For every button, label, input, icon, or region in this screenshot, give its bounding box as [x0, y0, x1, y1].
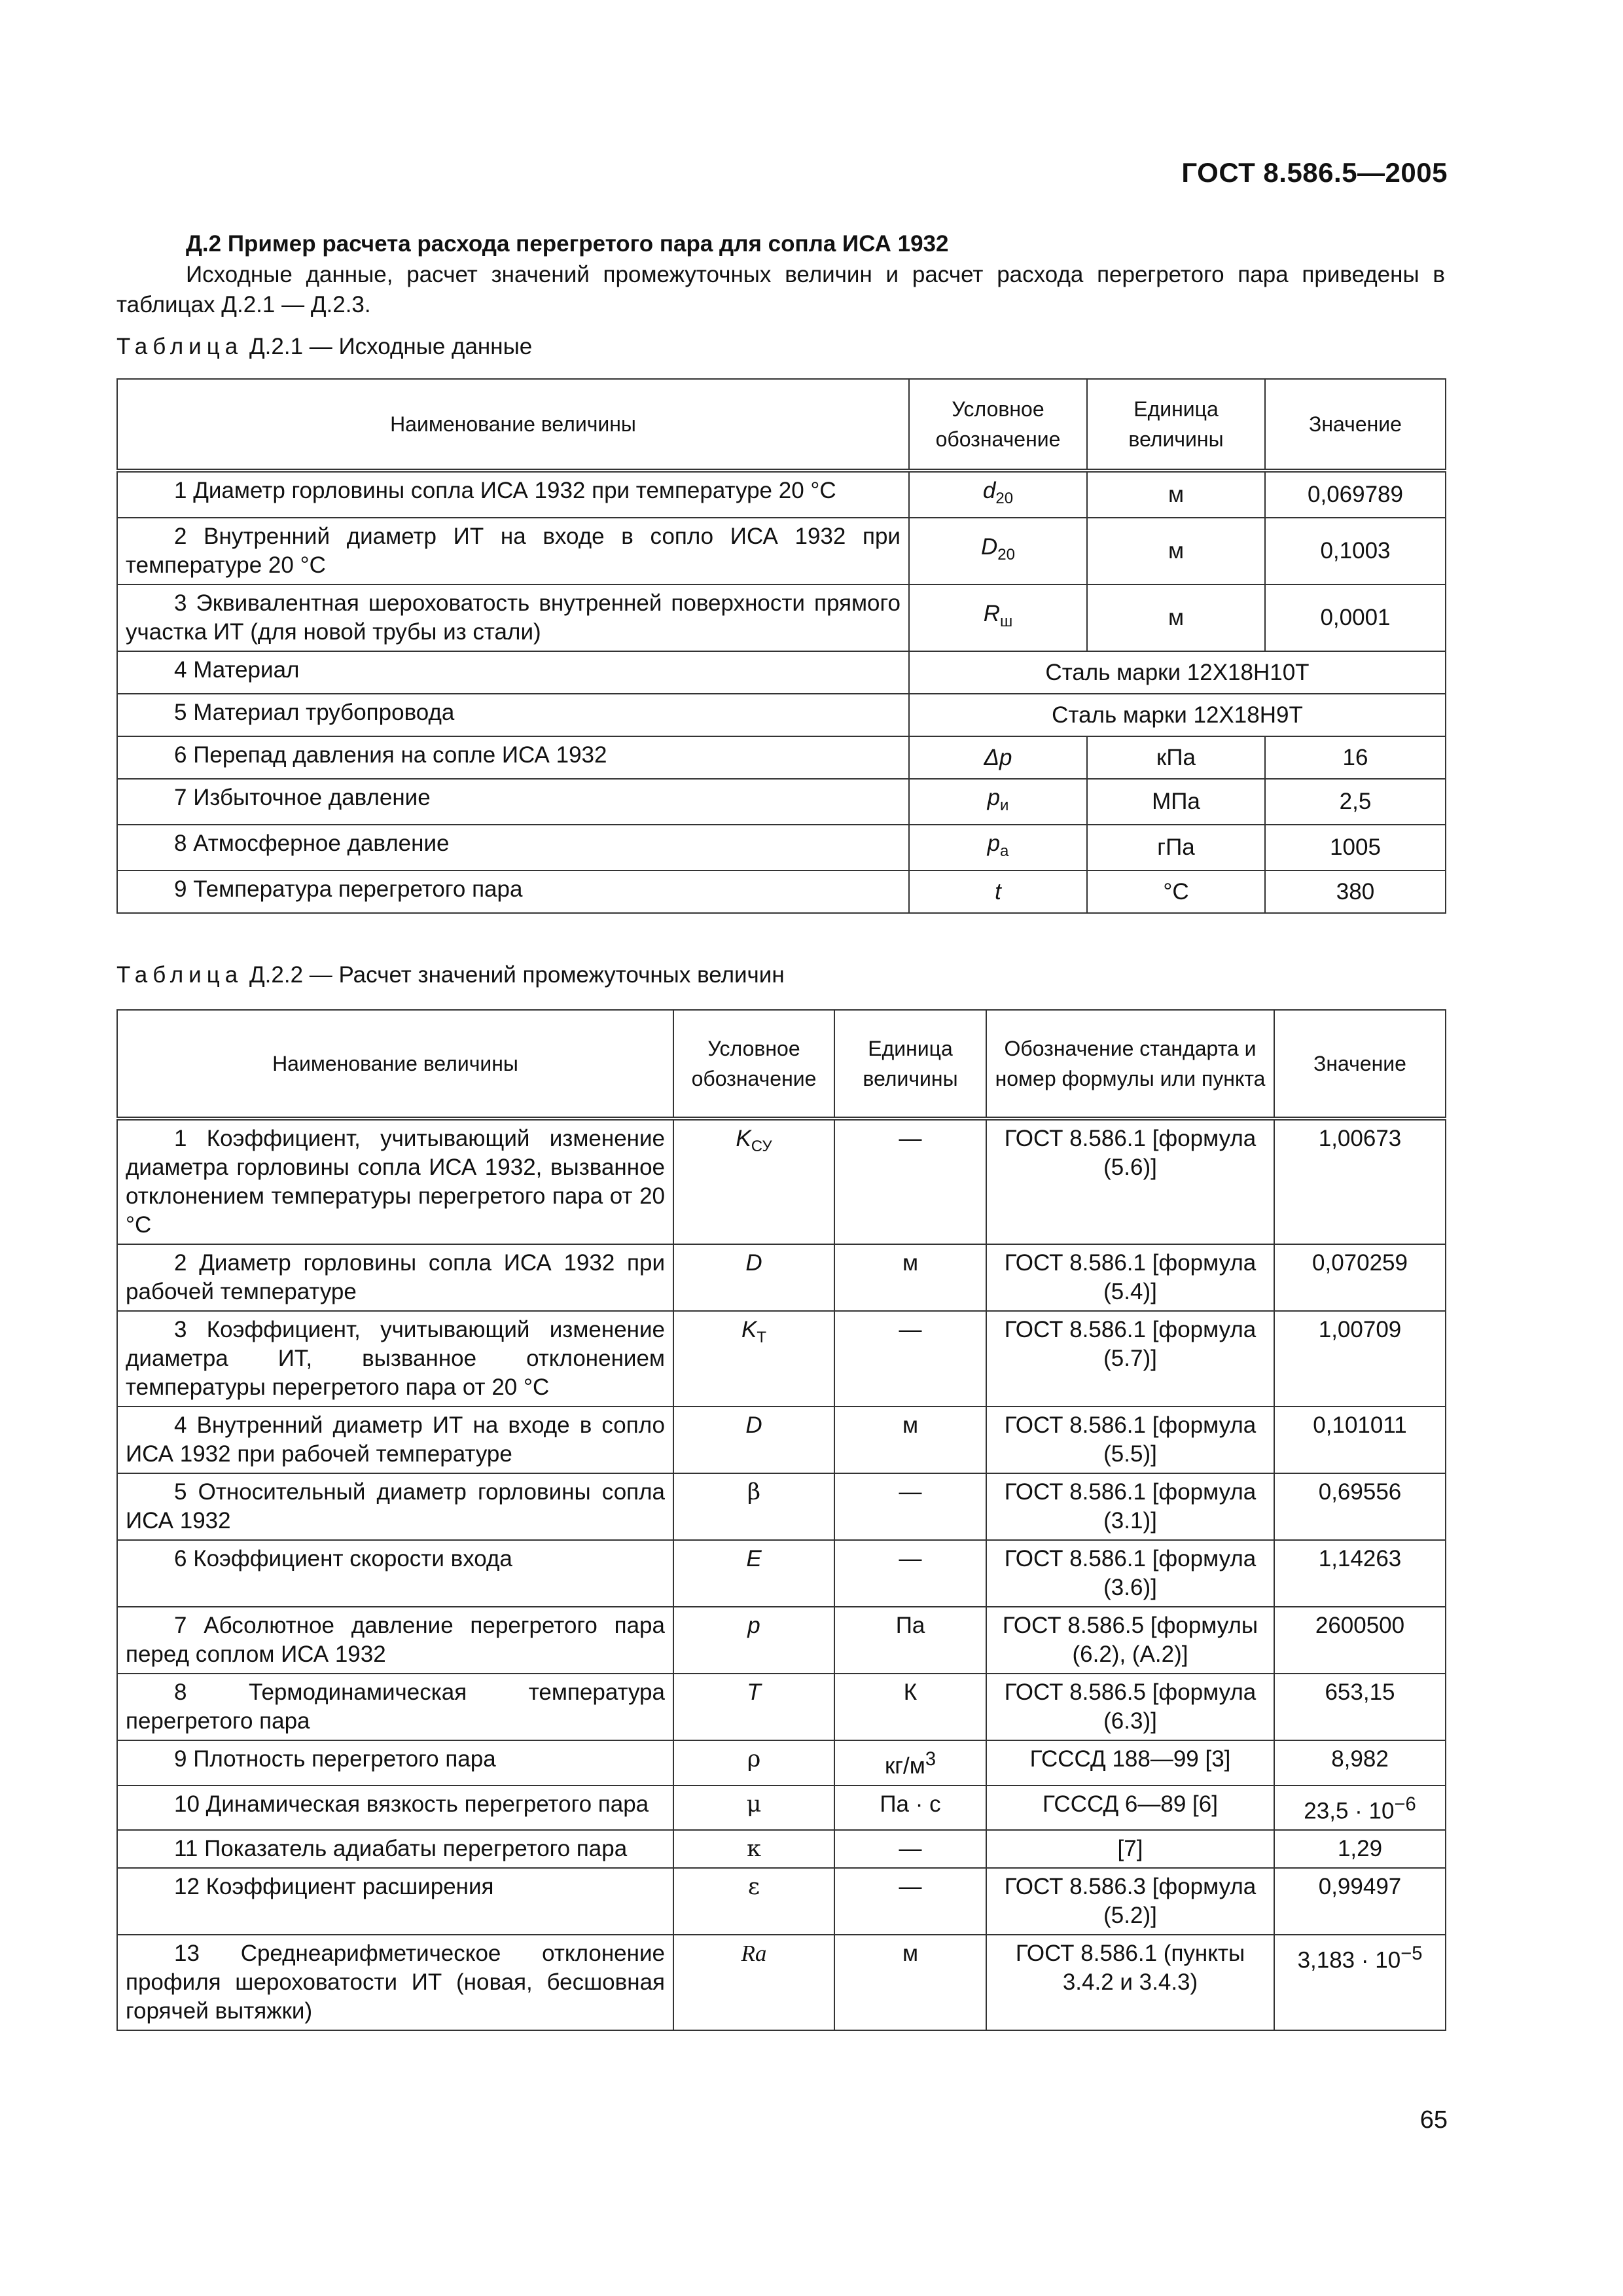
- row-name: [117, 1868, 673, 1935]
- row-name: [117, 1607, 673, 1674]
- row-name: [117, 518, 909, 584]
- unit-text: —: [899, 1874, 922, 1900]
- row-name: [117, 651, 909, 694]
- row-reference: ГОСТ 8.586.5 [формула (6.3)]: [986, 1674, 1274, 1740]
- symbol-letter: β: [747, 1479, 761, 1505]
- row-value: [1274, 1244, 1446, 1311]
- row-symbol: [673, 1607, 834, 1674]
- row-number: 12: [174, 1874, 200, 1900]
- unit-text: Па · с: [880, 1791, 941, 1817]
- row-reference: ГОСТ 8.586.1 [формула (5.7)]: [986, 1311, 1274, 1407]
- table1-row: [117, 870, 1446, 913]
- table1-caption-text: Д.2.1 — Исходные данные: [243, 334, 533, 359]
- unit-text: м: [902, 1250, 919, 1276]
- row-number: 1: [174, 1126, 187, 1151]
- table2-row: [117, 1674, 1446, 1740]
- row-symbol: [673, 1740, 834, 1785]
- table2-row: [117, 1740, 1446, 1785]
- row-name-text: Динамическая вязкость перегретого пара: [205, 1791, 649, 1817]
- row-name: [117, 1473, 673, 1540]
- row-reference: ГОСТ 8.586.1 [формула (5.5)]: [986, 1407, 1274, 1473]
- row-value: [1274, 1868, 1446, 1935]
- row-number: 8: [174, 831, 187, 856]
- row-name-text: Диаметр горловины сопла ИСА 1932 при рабочей температуре: [126, 1250, 665, 1304]
- table2-row: [117, 1935, 1446, 2030]
- row-reference: ГОСТ 8.586.1 (пункты 3.4.2 и 3.4.3): [986, 1935, 1274, 2030]
- symbol-letter: D: [745, 1412, 762, 1438]
- row-symbol: [673, 1674, 834, 1740]
- row-name-text: Диаметр горловины сопла ИСА 1932 при температуре 20 °С: [193, 478, 836, 503]
- row-value: 380: [1265, 870, 1446, 913]
- symbol-letter: p: [747, 1613, 760, 1638]
- table2-caption-label: Таблица: [116, 962, 243, 988]
- row-unit: [834, 1407, 986, 1473]
- symbol-letter: μ: [746, 1791, 762, 1818]
- row-unit: МПа: [1087, 779, 1265, 825]
- symbol-letter: ρ: [747, 1746, 761, 1772]
- row-symbol: [909, 584, 1087, 651]
- table2-row: [117, 1311, 1446, 1407]
- table1-header-name: Наименование величины: [117, 379, 909, 471]
- row-unit: [834, 1740, 986, 1785]
- row-value: [1274, 1785, 1446, 1831]
- symbol-letter: D: [981, 534, 998, 560]
- row-name-text: Плотность перегретого пара: [193, 1746, 496, 1772]
- row-number: 1: [174, 478, 187, 503]
- table2-row: [117, 1607, 1446, 1674]
- row-name-text: Относительный диаметр горловины сопла ИСА 1932: [126, 1479, 665, 1534]
- value-text: 1,29: [1337, 1836, 1383, 1862]
- row-name: [117, 1740, 673, 1785]
- row-symbol: [909, 870, 1087, 913]
- value-text: 0,070259: [1312, 1250, 1408, 1276]
- table1-row: [117, 518, 1446, 584]
- symbol-letter: Ra: [741, 1941, 767, 1967]
- table2-row: [117, 1407, 1446, 1473]
- row-symbol: [673, 1868, 834, 1935]
- unit-text: —: [899, 1317, 922, 1342]
- row-name: [117, 870, 909, 913]
- row-name: [117, 825, 909, 870]
- row-symbol: [673, 1785, 834, 1831]
- table2-header-value: Значение: [1274, 1010, 1446, 1119]
- value-exponent: −6: [1394, 1793, 1416, 1815]
- row-number: 3: [174, 1317, 187, 1342]
- unit-text: —: [899, 1836, 922, 1862]
- row-symbol: [909, 825, 1087, 870]
- row-symbol: [673, 1830, 834, 1868]
- row-value: [1274, 1407, 1446, 1473]
- standard-id: ГОСТ 8.586.5—2005: [1181, 157, 1448, 188]
- row-name-text: Эквивалентная шероховатость внутренней поверхности прямого участка ИТ (для новой трубы из стали): [126, 590, 901, 645]
- table1-header-value: Значение: [1265, 379, 1446, 471]
- value-text: 1,00673: [1318, 1126, 1402, 1151]
- table2-row: [117, 1868, 1446, 1935]
- row-number: 11: [174, 1836, 198, 1862]
- symbol-letter: T: [747, 1679, 761, 1705]
- row-symbol: [673, 1935, 834, 2030]
- row-name: [117, 584, 909, 651]
- unit-text: м: [902, 1412, 919, 1438]
- row-reference: ГОСТ 8.586.1 [формула (3.6)]: [986, 1540, 1274, 1607]
- row-name: [117, 694, 909, 736]
- unit-exponent: 3: [925, 1749, 936, 1770]
- row-symbol: [909, 518, 1087, 584]
- value-text: 2600500: [1315, 1613, 1405, 1638]
- row-value: 16: [1265, 736, 1446, 779]
- table-intermediate-values: [116, 1009, 1446, 2031]
- symbol-subscript: ш: [1000, 613, 1013, 630]
- row-value: 1005: [1265, 825, 1446, 870]
- row-unit: [834, 1119, 986, 1244]
- table2-header-unit: Единица величины: [834, 1010, 986, 1119]
- table1-row: [117, 471, 1446, 518]
- symbol-subscript: и: [1000, 797, 1009, 814]
- row-name: [117, 1540, 673, 1607]
- row-value: 0,069789: [1265, 471, 1446, 518]
- row-number: 10: [174, 1791, 200, 1817]
- value-text: 653,15: [1325, 1679, 1395, 1705]
- row-name-text: Материал трубопровода: [193, 700, 455, 725]
- symbol-letter: p: [987, 831, 1001, 856]
- symbol-letter: κ: [747, 1836, 761, 1863]
- table2-header-symbol: Условное обозначение: [673, 1010, 834, 1119]
- row-unit: [834, 1607, 986, 1674]
- row-reference: ГОСТ 8.586.1 [формула (3.1)]: [986, 1473, 1274, 1540]
- row-reference: ГОСТ 8.586.3 [формула (5.2)]: [986, 1868, 1274, 1935]
- table2-row: [117, 1473, 1446, 1540]
- row-value: [1274, 1674, 1446, 1740]
- row-symbol: [673, 1407, 834, 1473]
- unit-text: —: [899, 1126, 922, 1151]
- table1-row: [117, 825, 1446, 870]
- row-value: [1274, 1311, 1446, 1407]
- symbol-subscript: 20: [995, 490, 1014, 507]
- row-merged-value: Сталь марки 12Х18Н9Т: [909, 694, 1446, 736]
- table1-row: [117, 694, 1446, 736]
- row-unit: м: [1087, 471, 1265, 518]
- row-name-text: Внутренний диаметр ИТ на входе в сопло ИСА 1932 при рабочей температуре: [126, 1412, 665, 1467]
- value-text: 0,69556: [1318, 1479, 1402, 1505]
- symbol-subscript: а: [1000, 842, 1009, 860]
- row-merged-value: Сталь марки 12Х18Н10Т: [909, 651, 1446, 694]
- row-name-text: Перепад давления на сопле ИСА 1932: [193, 742, 607, 768]
- table1-caption-label: Таблица: [116, 334, 243, 359]
- table1-caption: [116, 334, 532, 360]
- row-unit: [834, 1785, 986, 1831]
- row-number: 3: [174, 590, 187, 616]
- symbol-subscript: Т: [757, 1329, 767, 1346]
- row-unit: [834, 1674, 986, 1740]
- table1-header-symbol: Условное обозначение: [909, 379, 1087, 471]
- row-unit: [834, 1244, 986, 1311]
- row-symbol: [673, 1119, 834, 1244]
- value-text: 3,183 · 10: [1297, 1947, 1401, 1973]
- row-name-text: Избыточное давление: [193, 785, 431, 810]
- symbol-letter: E: [746, 1546, 762, 1571]
- unit-text: —: [899, 1546, 922, 1571]
- symbol-letter: K: [736, 1126, 751, 1151]
- row-number: 9: [174, 876, 187, 902]
- row-value: 0,1003: [1265, 518, 1446, 584]
- symbol-letter: t: [995, 878, 1001, 905]
- section-text: Исходные данные, расчет значений промежуточных величин и расчет расхода перегретого пара приведены в таблицах Д.2.1 — Д.2.3.: [116, 262, 1445, 317]
- row-symbol: [673, 1473, 834, 1540]
- row-unit: [834, 1473, 986, 1540]
- row-name: [117, 1674, 673, 1740]
- row-reference: ГОСТ 8.586.1 [формула (5.4)]: [986, 1244, 1274, 1311]
- symbol-letter: Δp: [984, 744, 1012, 770]
- row-value: [1274, 1473, 1446, 1540]
- row-unit: [834, 1868, 986, 1935]
- row-name: [117, 1407, 673, 1473]
- row-unit: кПа: [1087, 736, 1265, 779]
- row-name-text: Термодинамическая температура перегретого пара: [126, 1679, 665, 1734]
- table2-row: [117, 1785, 1446, 1831]
- row-name: [117, 736, 909, 779]
- symbol-letter: K: [741, 1317, 757, 1342]
- row-symbol: [909, 471, 1087, 518]
- symbol-letter: ε: [747, 1874, 760, 1901]
- row-number: 6: [174, 1546, 187, 1571]
- unit-text: Па: [895, 1613, 925, 1638]
- row-name-text: Коэффициент, учитывающий изменение диаметра горловины сопла ИСА 1932, вызванное отклонением температуры перегретого пара от 20 °С: [126, 1126, 666, 1238]
- value-exponent: −5: [1400, 1943, 1423, 1965]
- row-unit: м: [1087, 584, 1265, 651]
- row-name: [117, 1119, 673, 1244]
- row-name: [117, 1785, 673, 1831]
- row-symbol: [673, 1244, 834, 1311]
- row-number: 5: [174, 1479, 187, 1505]
- unit-text: —: [899, 1479, 922, 1505]
- row-value: [1274, 1935, 1446, 2030]
- row-number: 9: [174, 1746, 187, 1772]
- row-number: 8: [174, 1679, 187, 1705]
- row-name: [117, 1935, 673, 2030]
- value-text: 23,5 · 10: [1304, 1798, 1395, 1824]
- row-value: 0,0001: [1265, 584, 1446, 651]
- row-value: [1274, 1119, 1446, 1244]
- table2-row: [117, 1244, 1446, 1311]
- page-number: 65: [1419, 2106, 1448, 2134]
- table1-row: [117, 651, 1446, 694]
- row-name-text: Материал: [193, 657, 300, 683]
- row-number: 4: [174, 1412, 187, 1438]
- table2-caption: [116, 962, 785, 988]
- row-number: 2: [174, 524, 187, 549]
- row-symbol: [909, 736, 1087, 779]
- row-unit: °С: [1087, 870, 1265, 913]
- table1-header-row: [117, 379, 1446, 471]
- row-reference: ГСССД 6—89 [6]: [986, 1785, 1274, 1831]
- row-value: [1274, 1830, 1446, 1868]
- row-unit: м: [1087, 518, 1265, 584]
- table2-row: [117, 1830, 1446, 1868]
- row-name: [117, 1244, 673, 1311]
- row-number: 7: [174, 785, 187, 810]
- row-unit: [834, 1540, 986, 1607]
- row-value: [1274, 1740, 1446, 1785]
- table2-header-reference: Обозначение стандарта и номер формулы или пункта: [986, 1010, 1274, 1119]
- symbol-letter: p: [987, 785, 1001, 810]
- symbol-letter: d: [982, 478, 996, 503]
- unit-text: К: [903, 1679, 918, 1705]
- row-name-text: Среднеарифметическое отклонение профиля шероховатости ИТ (новая, бесшовная горячей вытяжки): [126, 1941, 665, 2024]
- row-number: 2: [174, 1250, 187, 1276]
- value-text: 0,99497: [1318, 1874, 1402, 1900]
- row-name-text: Температура перегретого пара: [193, 876, 523, 902]
- table1-row: [117, 736, 1446, 779]
- row-name-text: Внутренний диаметр ИТ на входе в сопло ИСА 1932 при температуре 20 °С: [126, 524, 901, 578]
- row-value: [1274, 1607, 1446, 1674]
- row-value: 2,5: [1265, 779, 1446, 825]
- row-name: [117, 471, 909, 518]
- row-name-text: Коэффициент расширения: [205, 1874, 494, 1900]
- section-title: Д.2 Пример расчета расхода перегретого пара для сопла ИСА 1932: [186, 231, 949, 257]
- row-symbol: [673, 1311, 834, 1407]
- table2-header-row: [117, 1010, 1446, 1119]
- row-number: 4: [174, 657, 187, 683]
- row-number: 7: [174, 1613, 187, 1638]
- table1-row: [117, 779, 1446, 825]
- row-name-text: Коэффициент скорости входа: [193, 1546, 512, 1571]
- value-text: 1,14263: [1318, 1546, 1402, 1571]
- symbol-subscript: СУ: [751, 1138, 772, 1155]
- row-unit: [834, 1830, 986, 1868]
- row-symbol: [909, 779, 1087, 825]
- table-initial-data: [116, 378, 1446, 914]
- row-number: 5: [174, 700, 187, 725]
- table1-row: [117, 584, 1446, 651]
- table2-row: [117, 1119, 1446, 1244]
- row-reference: ГОСТ 8.586.1 [формула (5.6)]: [986, 1119, 1274, 1244]
- row-number: 13: [174, 1941, 200, 1967]
- symbol-letter: R: [983, 601, 1000, 626]
- row-name: [117, 779, 909, 825]
- row-name-text: Показатель адиабаты перегретого пара: [204, 1836, 628, 1862]
- row-symbol: [673, 1540, 834, 1607]
- row-unit: [834, 1935, 986, 2030]
- row-name-text: Коэффициент, учитывающий изменение диаметра ИТ, вызванное отклонением температуры перегретого пара от 20 °С: [126, 1317, 666, 1400]
- row-name: [117, 1311, 673, 1407]
- symbol-letter: D: [745, 1250, 762, 1276]
- unit-text: м: [902, 1941, 919, 1967]
- unit-text: кг/м: [884, 1753, 925, 1779]
- row-name: [117, 1830, 673, 1868]
- value-text: 8,982: [1331, 1746, 1389, 1772]
- value-text: 1,00709: [1318, 1317, 1402, 1342]
- value-text: 0,101011: [1313, 1412, 1407, 1438]
- row-name-text: Атмосферное давление: [193, 831, 450, 856]
- row-number: 6: [174, 742, 187, 768]
- row-value: [1274, 1540, 1446, 1607]
- row-reference: ГОСТ 8.586.5 [формулы (6.2), (А.2)]: [986, 1607, 1274, 1674]
- row-unit: гПа: [1087, 825, 1265, 870]
- table2-header-name: Наименование величины: [117, 1010, 673, 1119]
- symbol-subscript: 20: [997, 546, 1015, 564]
- table2-caption-text: Д.2.2 — Расчет значений промежуточных величин: [243, 962, 785, 988]
- row-reference: [7]: [986, 1830, 1274, 1868]
- table2-row: [117, 1540, 1446, 1607]
- row-name-text: Абсолютное давление перегретого пара перед соплом ИСА 1932: [126, 1613, 665, 1667]
- row-reference: ГСССД 188—99 [3]: [986, 1740, 1274, 1785]
- row-unit: [834, 1311, 986, 1407]
- table1-header-unit: Единица величины: [1087, 379, 1265, 471]
